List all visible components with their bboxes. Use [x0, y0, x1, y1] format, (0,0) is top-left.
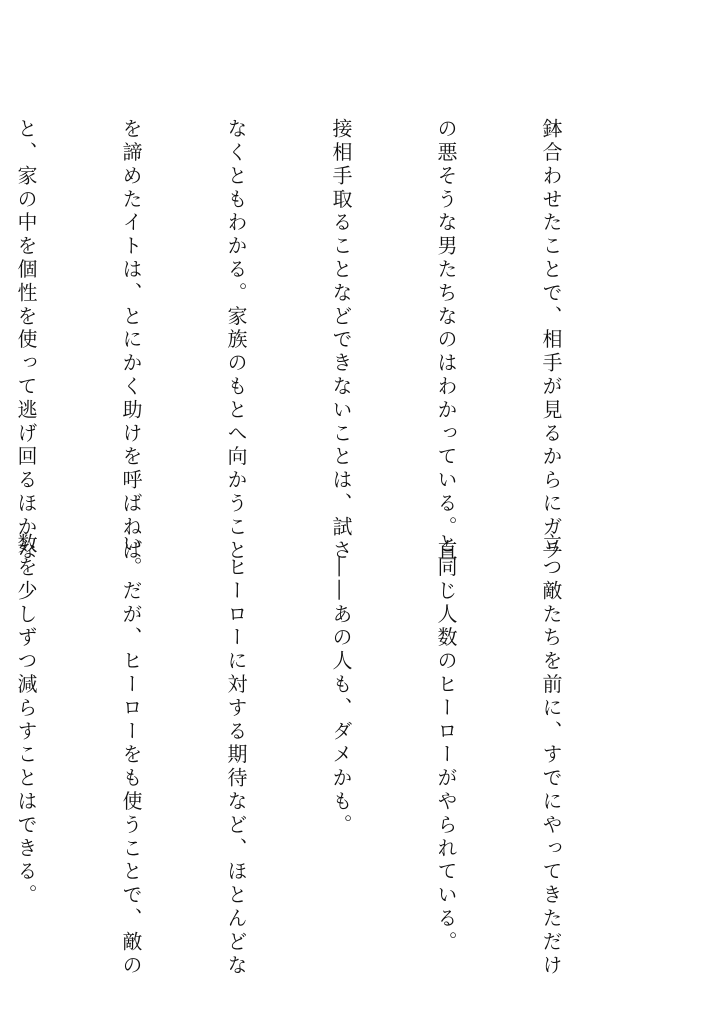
text-column: い。だが、ヒーローをも使うことで、敵の: [119, 533, 143, 978]
text-column: の悪そうな男たちなのはわかっている。直: [434, 118, 458, 563]
lower-text-block: [14, 533, 638, 978]
text-column: なくともわかる。家族のもとへ向かうこと: [224, 118, 248, 563]
text-column: を諦めたイトは、とにかく助けを呼ばねば: [119, 118, 143, 563]
text-column: 鉢合わせたことで、相手が見るからにガラ: [539, 118, 563, 563]
text-column: 立つ敵たちを前に、すでにやってきただけ: [539, 533, 563, 978]
text-column: 数を少しずつ減らすことはできる。: [14, 533, 38, 908]
text-column: ――あの人も、ダメかも。: [329, 533, 353, 838]
text-column: と、家の中を個性を使って逃げ回るほかな: [14, 118, 38, 563]
text-column: と同じ人数のヒーローがやられている。: [434, 533, 458, 955]
text-column: 接相手取ることなどできないことは、試さ: [329, 118, 353, 563]
upper-text-block: [14, 118, 638, 563]
text-column: ヒーローに対する期待など、ほとんどな: [224, 533, 248, 978]
